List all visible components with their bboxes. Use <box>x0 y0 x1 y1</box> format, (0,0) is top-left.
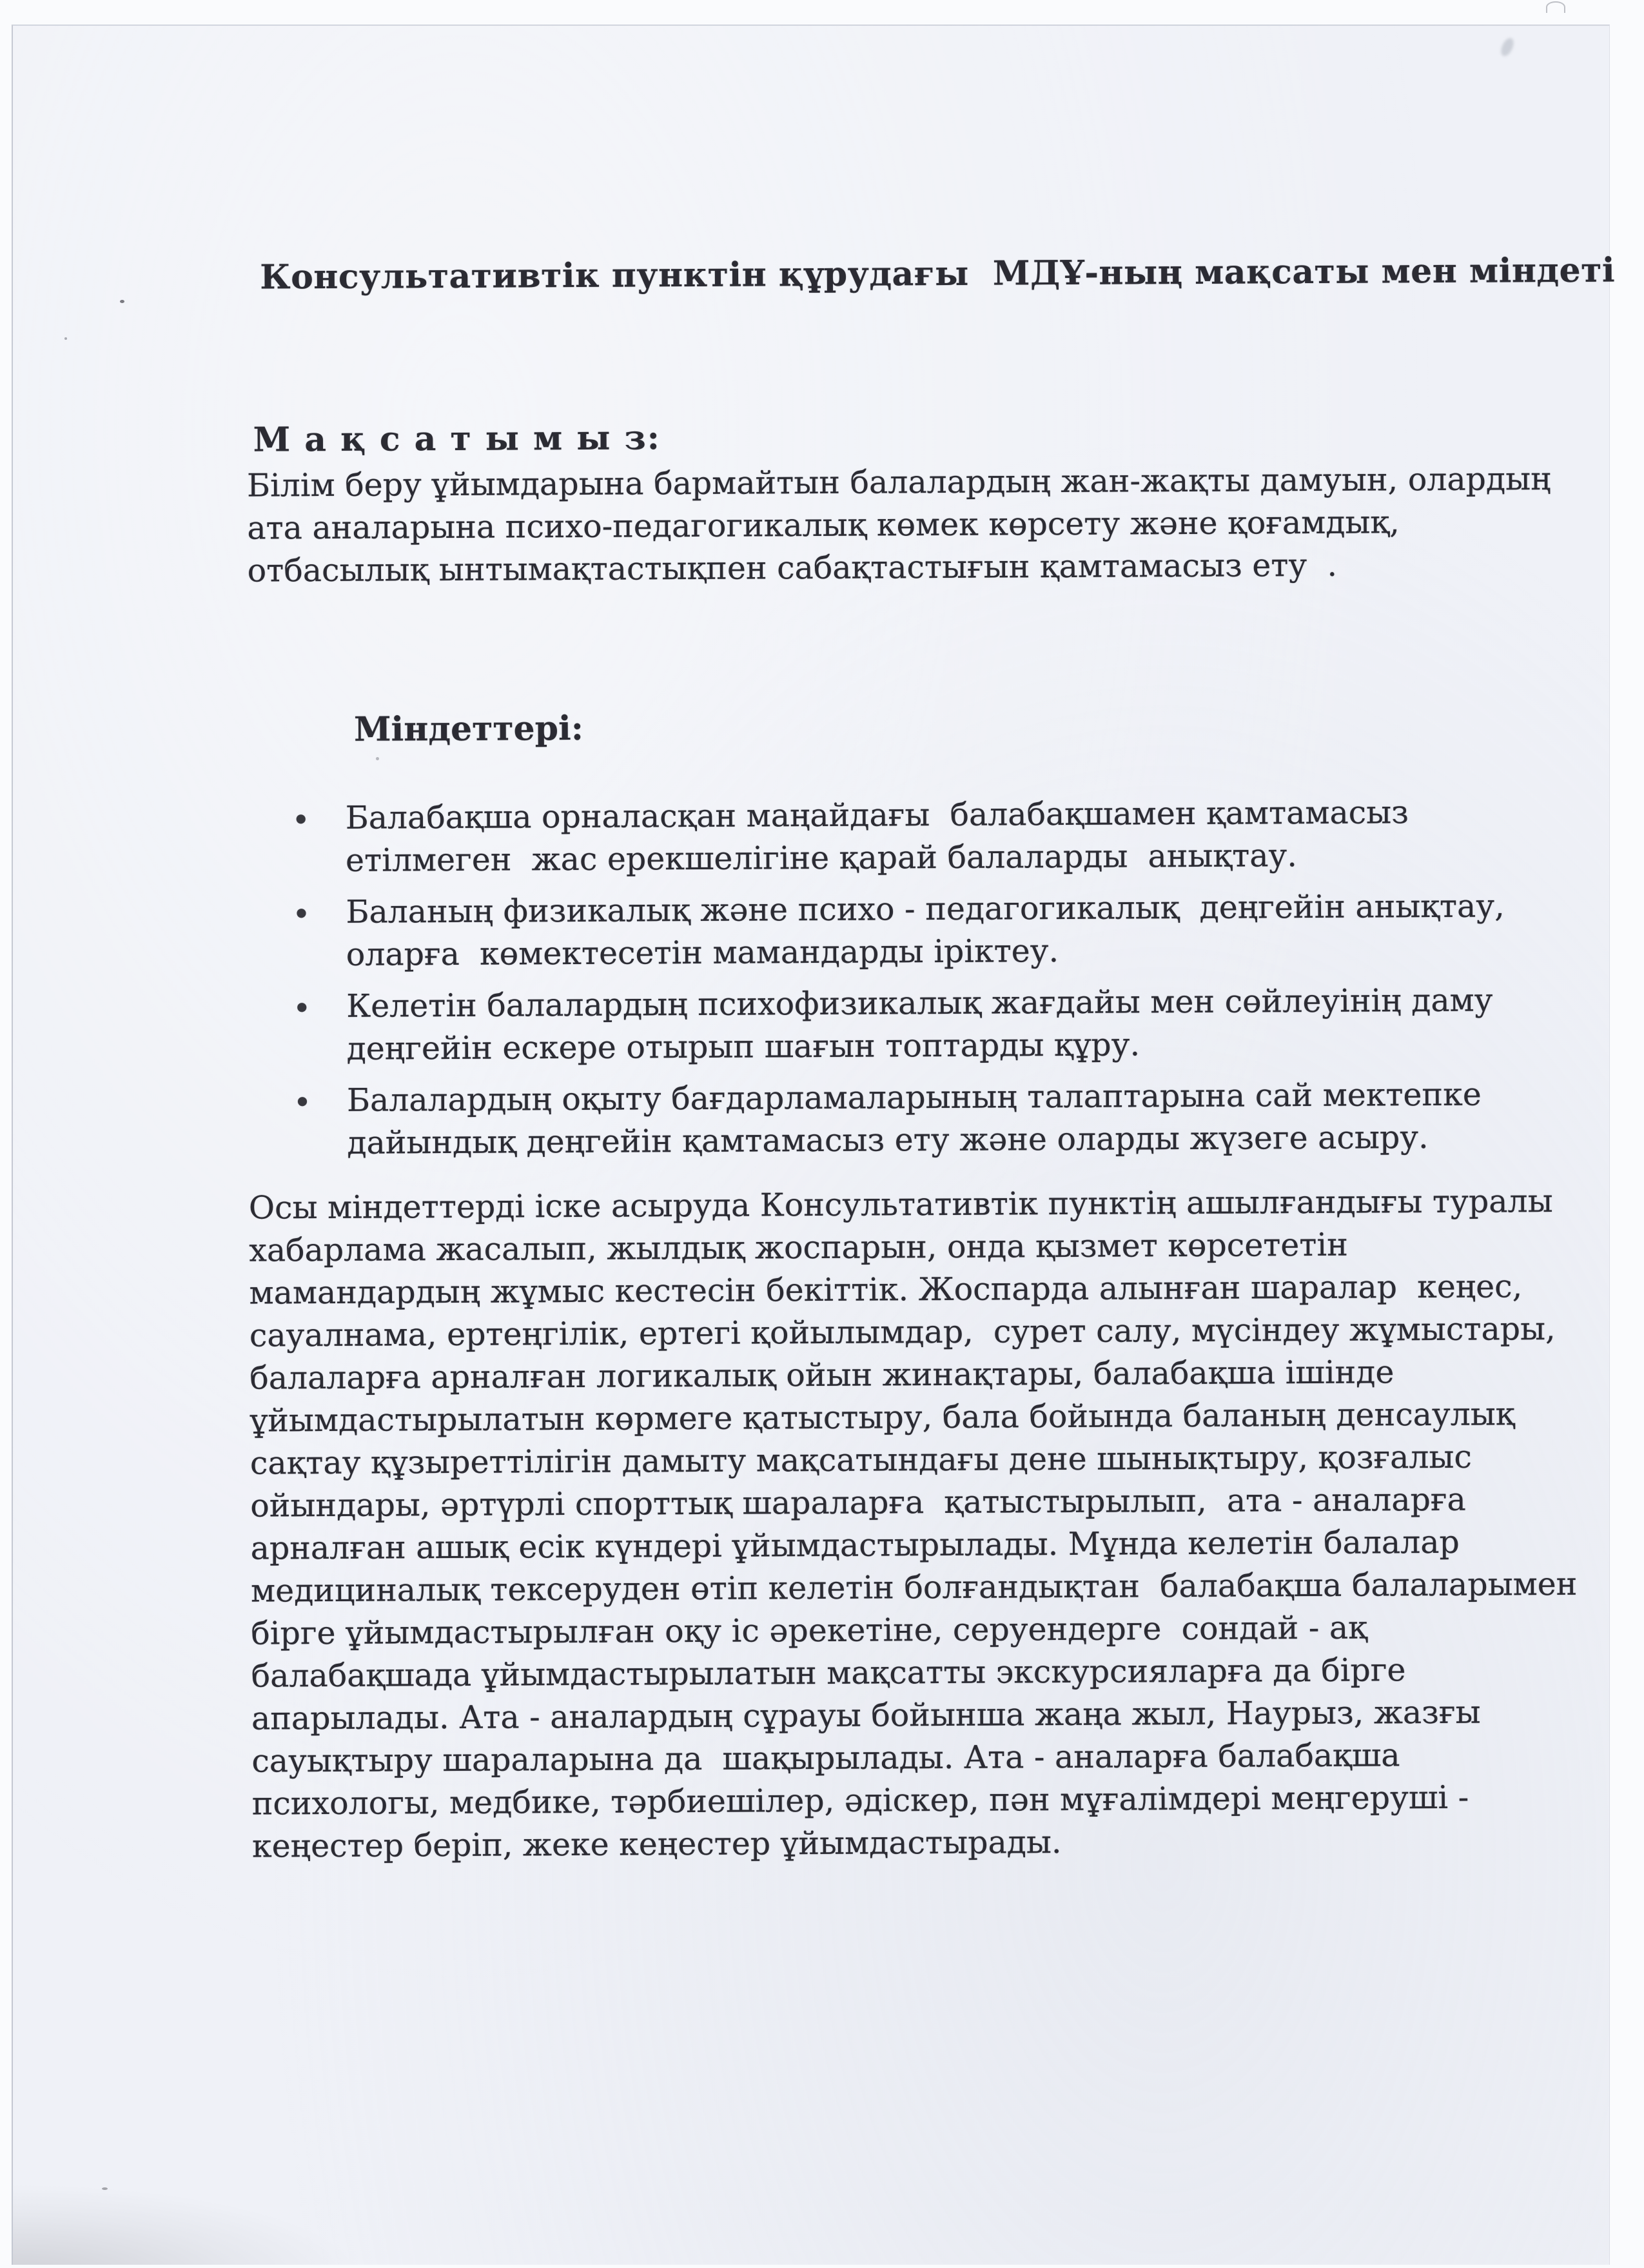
bullet-dot-icon <box>297 1003 306 1012</box>
task-item-text: Балалардың оқыту бағдарламаларының талаптарына сай мектепке дайындық деңгейін қамтамасыз ету және оларды жүзеге асыру. <box>346 1076 1482 1161</box>
bullet-dot-icon <box>297 909 306 918</box>
task-list-item <box>297 791 1505 882</box>
goal-section-body: Білім беру ұйымдарына бармайтын балалардың жан-жақты дамуын, олардың ата аналарына психо-педагогикалық көмек көрсету және қоғамдық, отбасылық ынтымақтастықпен сабақтастығын қамтамасыз ету . <box>246 460 1551 589</box>
task-item-text: Баланың физикалық және психо - педагогикалық деңгейін анықтау, оларға көмектесетін мамандарды іріктеу. <box>346 887 1505 973</box>
task-item-text: Балабақша орналасқан маңайдағы балабақшамен қамтамасыз етілмеген жас ерекшелігіне қарай балаларды анықтау. <box>345 794 1409 879</box>
goal-section-heading: М а қ с а т ы м ы з: <box>253 418 661 460</box>
task-list-item <box>297 979 1505 1070</box>
tasks-section-heading: Міндеттері: <box>353 708 584 749</box>
tasks-list <box>297 791 1506 1174</box>
task-list-item <box>298 1073 1506 1165</box>
closing-paragraph: Осы міндеттерді іске асыруда Консультативтік пунктің ашылғандығы туралы хабарлама жасалып, жылдық жоспарын, онда қызмет көрсететін мамандардың жұмыс кестесін бекіттік. Жоспарда алынған шаралар кеңес, сауалнама, ертеңгілік, ертегі қойылымдар, сурет салу, мүсіндеу жұмыстары, балаларға арналған логикалық ойын жинақтары, балабақша ішінде ұйымдастырылатын көрмеге қатыстыру, бала бойында баланың денсаулық сақтау құзыреттілігін дамыту мақсатындағы дене шынықтыру, қозғалыс ойындары, әртүрлі спорттық шараларға қатыстырылып, ата - аналарға арналған ашық есік күндері ұйымдастырылады. Мұнда келетін балалар медициналық тексеруден өтіп келетін болғандықтан балабақша балаларымен бірге ұйымдастырылған оқу іс әрекетіне, серуендерге сондай - ақ балабақшада ұйымдастырылатын мақсатты экскурсияларға да бірге апарылады. Ата - аналардың сұрауы бойынша жаңа жыл, Наурыз, жазғы сауықтыру шараларына да шақырылады. Ата - аналарға балабақша психологы, медбике, тәрбиешілер, әдіскер, пән мұғалімдері меңгеруші - кеңестер беріп, жеке кеңестер ұйымдастырады. <box>248 1183 1578 1865</box>
task-item-text: Келетін балалардың психофизикалық жағдайы мен сөйлеуінің даму деңгейін ескере отырып шағын топтарды құру. <box>346 981 1493 1067</box>
bullet-dot-icon <box>297 814 306 823</box>
task-list-item <box>297 885 1505 976</box>
bullet-dot-icon <box>298 1097 307 1106</box>
document-title: Консультативтік пунктін құрудағы МДҰ-ның мақсаты мен міндеті <box>260 250 1616 297</box>
